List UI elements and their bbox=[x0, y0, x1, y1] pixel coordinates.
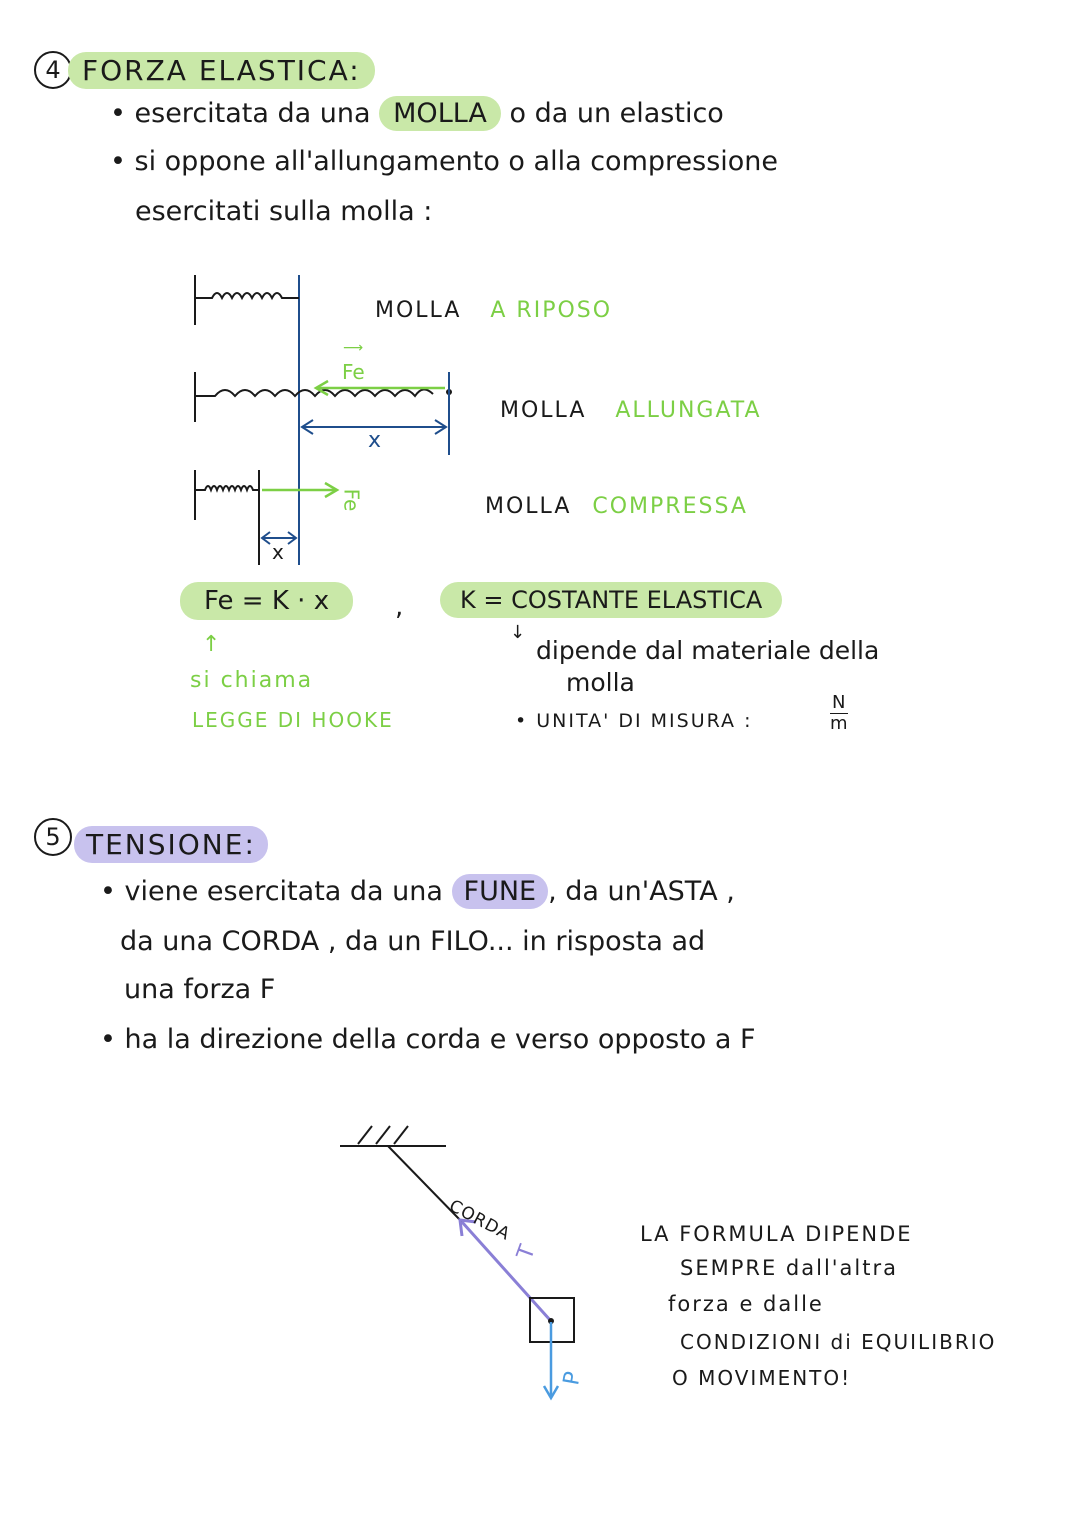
k-note-unit: • UNITA' DI MISURA : bbox=[515, 710, 753, 732]
section-5-number: 5 bbox=[34, 818, 72, 856]
k-note-arrow: ↓ bbox=[510, 622, 526, 643]
tension-note-line1: LA FORMULA DIPENDE bbox=[640, 1222, 913, 1246]
hooke-note-line2: LEGGE DI HOOKE bbox=[192, 708, 394, 732]
tension-note-line3: forza e dalle bbox=[668, 1292, 824, 1316]
label-spring-compressed: MOLLA COMPRESSA bbox=[485, 494, 748, 519]
fe-label-compressed: Fe bbox=[339, 488, 364, 512]
hooke-formula: Fe = K · x bbox=[180, 582, 353, 620]
section-4-title: FORZA ELASTICA: bbox=[68, 52, 375, 89]
k-note-material-cont: molla bbox=[566, 668, 635, 697]
tension-note-line5: O MOVIMENTO! bbox=[672, 1366, 852, 1390]
bullet-exerted-by-spring: • esercitata da una MOLLA o da un elastico bbox=[110, 98, 724, 129]
hooke-note-line1: si chiama bbox=[190, 668, 314, 693]
spring-highlight: MOLLA bbox=[379, 96, 501, 131]
tension-bullet-1-line2: da una CORDA , da un FILO... in risposta ad bbox=[120, 926, 706, 957]
bullet-opposes-deformation-cont: esercitati sulla molla : bbox=[135, 196, 433, 227]
tension-bullet-1: • viene esercitata da una FUNE , da un'ASTA , bbox=[100, 876, 735, 907]
tension-bullet-2: • ha la direzione della corda e verso opposto a F bbox=[100, 1024, 756, 1055]
x-label-stretched: x bbox=[368, 428, 382, 453]
k-note-material: dipende dal materiale della bbox=[536, 636, 880, 665]
tension-symbol: T bbox=[512, 1241, 541, 1264]
tension-note-line2: SEMPRE dall'altra bbox=[680, 1256, 898, 1280]
section-5-title: TENSIONE: bbox=[74, 826, 268, 863]
rope-label: CORDA bbox=[445, 1196, 514, 1245]
tension-note-line4: CONDIZIONI di EQUILIBRIO bbox=[680, 1330, 997, 1354]
x-label-compressed: x bbox=[272, 540, 284, 564]
label-spring-stretched: MOLLA ALLUNGATA bbox=[500, 398, 762, 423]
weight-symbol: P bbox=[559, 1369, 587, 1388]
hooke-arrow: ↑ bbox=[202, 632, 221, 657]
fe-arrow-above: ⟶ bbox=[343, 340, 364, 356]
elastic-constant-definition: K = COSTANTE ELASTICA bbox=[440, 582, 782, 618]
label-spring-rest: MOLLA A RIPOSO bbox=[375, 298, 613, 323]
tension-bullet-1-line3: una forza F bbox=[124, 974, 276, 1005]
section-4-number: 4 bbox=[34, 51, 72, 89]
bullet-opposes-deformation: • si oppone all'allungamento o alla compressione bbox=[110, 146, 779, 177]
rope-highlight: FUNE bbox=[452, 874, 549, 909]
fe-label-stretched: Fe bbox=[342, 360, 365, 384]
unit-fraction: N m bbox=[830, 692, 848, 734]
formula-comma: , bbox=[395, 592, 404, 622]
